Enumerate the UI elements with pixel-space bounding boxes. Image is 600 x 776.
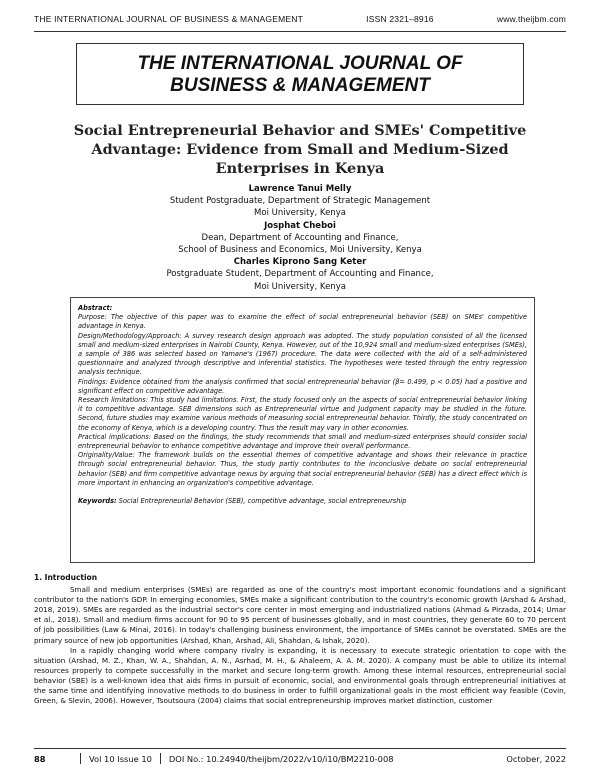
footer-separator — [80, 753, 81, 764]
abstract-design: Design/Methodology/Approach: A survey research design approach was adopted. The study population consisted of all the licensed small and medium-sized enterprises in Nairobi County, Kenya. However, out of the 10,924 small and medium-sized enterprises (SMEs), a sample of 386 was selected based on Yamane's (1967) procedure. The data were collected with the aid of a self-administered questionnaire and analyzed through descriptive and inferential statistics. The hypotheses were tested through the entry regression analysis technique. — [78, 331, 527, 377]
author-block — [60, 183, 540, 293]
header-journal-name: THE INTERNATIONAL JOURNAL OF BUSINESS & MANAGEMENT — [34, 14, 303, 24]
abstract-originality: Originality/Value: The framework builds on the essential themes of competitive advantage and shows their relevance in practice through social entrepreneurial behavior. Thus, the study partly contributes to the inconclusive debate on social entrepreneurial behavior (SEB) and firm competitive advantage nexus by arguing that social entrepreneurial behavior (SEB) has a direct effect which is more important in enhancing an organization's competitive advantage. — [78, 451, 527, 487]
journal-title-box — [76, 43, 524, 105]
header-divider — [34, 31, 566, 32]
footer-volume: Vol 10 Issue 10 — [89, 753, 152, 764]
intro-paragraph-1: Small and medium enterprises (SMEs) are regarded as one of the country's most important economic foundations and a significant contributor to the nation's GDP. In emerging economies, SMEs make a significant contribution to the country's economic growth (Arshad & Arshad, 2018, 2019). SMEs are regarded as the industrial sector's core center in most emerging and industrialized nations (Ahmad & Pirzada, 2014; Umar et al., 2018). Small and medium firms account for 90 to 95 percent of businesses globally, and in most countries, they generate 60 to 70 percent of job possibilities (Law & Minai, 2016). In today's challenging business environment, the importance of SMEs cannot be overstated. SMEs are the primary source of new job opportunities (Arshad, Khan, Arshad, Ali, Shahdan, & Ishak, 2020). — [34, 585, 566, 645]
abstract-heading: Abstract: — [78, 304, 113, 312]
abstract-implications: Practical implications: Based on the findings, the study recommends that small and medium-sized enterprises should consider social entrepreneurial behavior to enhance competitive advantage and improve their overall performance. — [78, 432, 527, 451]
author-affiliation: Student Postgraduate, Department of Strategic Management — [169, 196, 431, 207]
footer-date: October, 2022 — [506, 753, 566, 764]
abstract-limitations: Research limitations: This study had limitations. First, the study focused only on the aspects of social entrepreneurial behavior linking it to competitive advantage. SEB dimensions such as Entrepreneurial virtue and Judgment capacity may be studied in the future. Second, future studies may examine various methods of measuring social entrepreneurial behavior. Thirdly, the study concentrated on the economy of Kenya, which is a developing country. Thus the result may vary in other economies. — [78, 396, 527, 432]
header-issn: ISSN 2321–8916 — [366, 14, 434, 24]
footer-divider — [34, 748, 566, 749]
author-name: Charles Kiprono Sang Keter — [233, 257, 367, 268]
header-website-link[interactable]: www.theijbm.com — [496, 14, 566, 24]
journal-title-line1: THE INTERNATIONAL JOURNAL OF — [137, 53, 463, 74]
footer-separator — [160, 753, 161, 764]
page-number: 88 — [34, 753, 46, 764]
author-name: Lawrence Tanui Melly — [248, 184, 352, 194]
footer-doi[interactable]: DOI No.: 10.24940/theijbm/2022/v10/i10/BM2210-008 — [168, 753, 394, 764]
author-affiliation: School of Business and Economics, Moi University, Kenya — [178, 245, 422, 256]
journal-title-line2: BUSINESS & MANAGEMENT — [170, 75, 430, 96]
abstract-findings: Findings: Evidence obtained from the analysis confirmed that social entrepreneurial behavior (β= 0.499, p < 0.05) had a positive and significant effect on competitive advantage. — [78, 377, 527, 395]
author-affiliation: Dean, Department of Accounting and Finance, — [201, 232, 399, 243]
abstract-purpose: Purpose: The objective of this paper was to examine the effect of social entrepreneurial behavior (SEB) on SMEs' competitive advantage in Kenya. — [78, 313, 527, 331]
paper-title: Social Entrepreneurial Behavior and SMEs' Competitive Advantage: Evidence from Small and Medium-Sized Enterprises in Kenya — [73, 122, 527, 177]
running-header — [34, 14, 566, 24]
keywords-label: Keywords: — [78, 497, 117, 506]
intro-paragraph-2: In a rapidly changing world where company rivalry is expanding, it is necessary to execute strategic orientation to cope with the situation (Arshad, M. Z., Khan, W. A., Shahdan, A. N., Asrhad, M. H., & Ahaleem, A. A. M. 2020). A company must be able to utilize its internal resources properly to compete successfully in the market and secure long-term growth. Among these internal resources, entrepreneurial social behavior (SBE) is a well-known idea that aids firms in pursuit of economic, social, and environmental goals through entrepreneurial initiatives at the same time and identifying innovative methods to do business in order to fulfill organizational goals in the most efficient way feasible (Covin, Green, & Slevin, 2006). However, Tsoutsoura (2004) claims that social entrepreneurship improves market distinction, customer — [34, 645, 566, 706]
page-footer — [34, 753, 566, 764]
introduction-section — [34, 573, 566, 706]
section-heading: 1. Introduction — [34, 573, 98, 582]
author-affiliation: Moi University, Kenya — [254, 281, 346, 292]
keywords-text: Social Entrepreneurial Behavior (SEB), competitive advantage, social entrepreneurship — [118, 497, 407, 506]
author-affiliation: Postgraduate Student, Department of Accounting and Finance, — [166, 269, 434, 280]
author-name: Josphat Cheboi — [264, 220, 336, 231]
author-affiliation: Moi University, Kenya — [254, 208, 346, 219]
abstract-keywords — [78, 497, 527, 506]
abstract-box — [70, 297, 535, 563]
